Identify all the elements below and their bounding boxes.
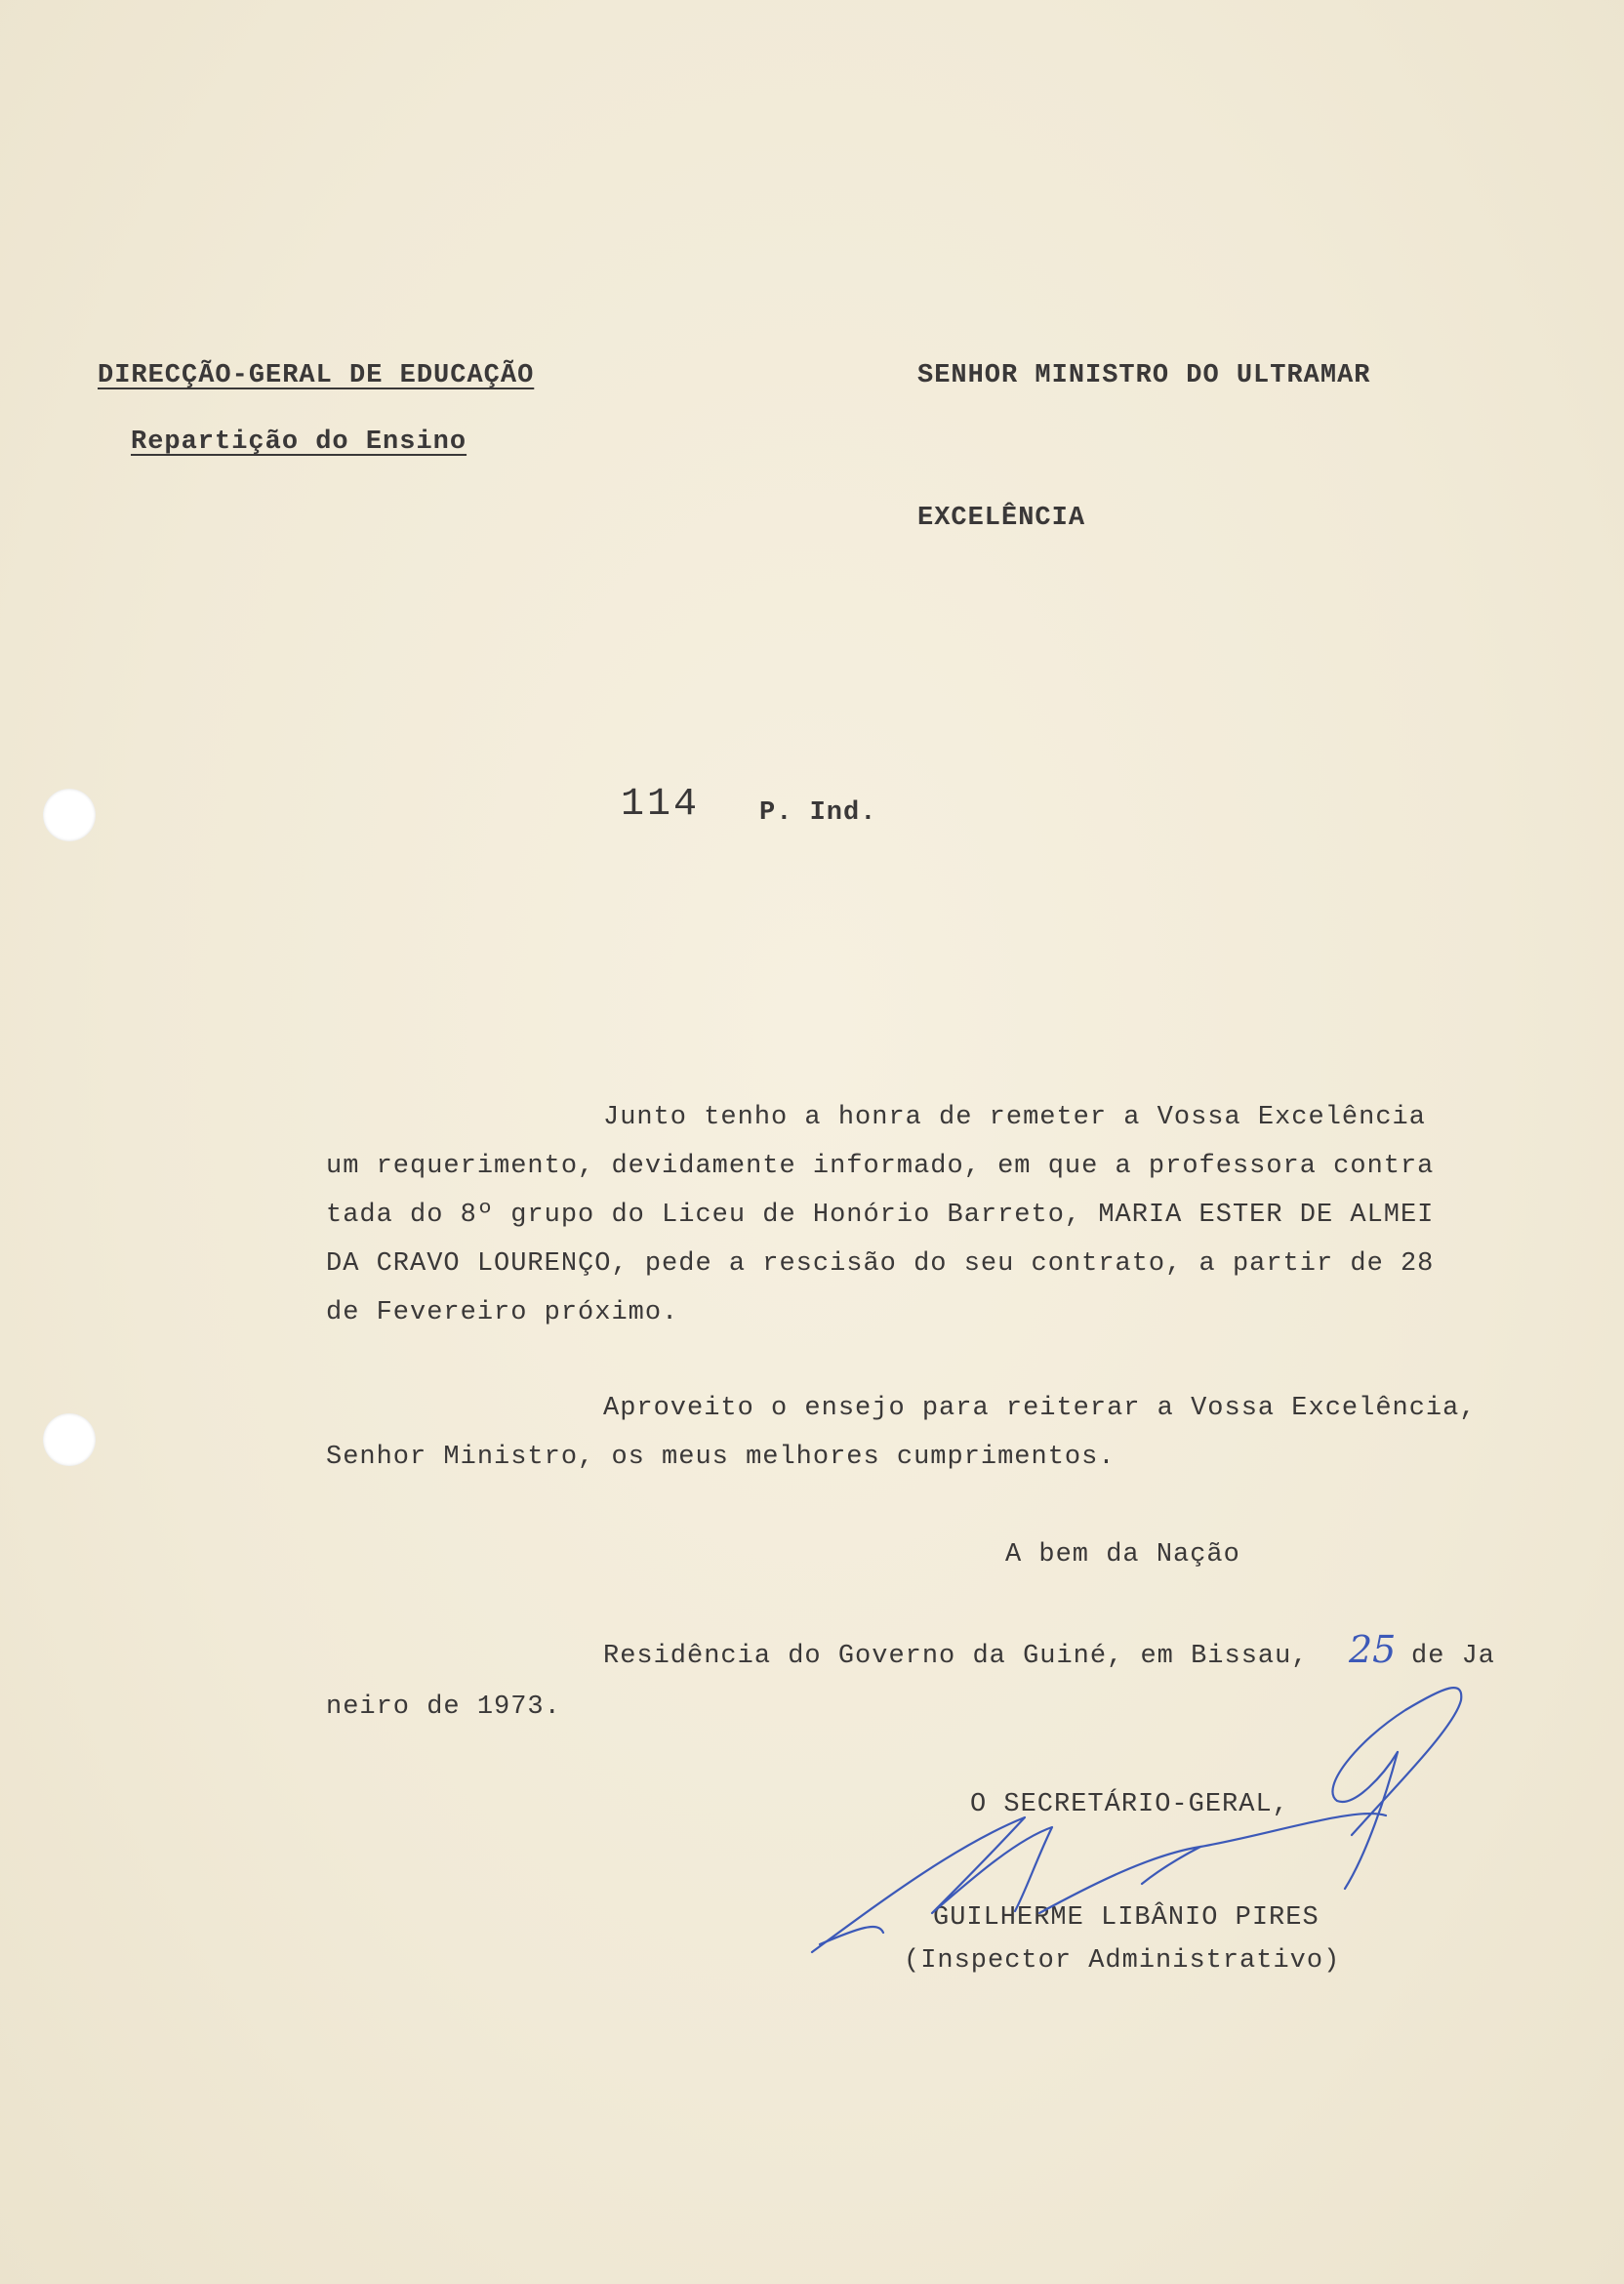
closing-phrase: A bem da Nação <box>1005 1540 1240 1570</box>
handwritten-day: 25 <box>1349 1628 1397 1671</box>
department-heading: DIRECÇÃO-GERAL DE EDUCAÇÃO <box>98 361 535 390</box>
section-heading: Repartição do Ensino <box>131 428 467 457</box>
signatory-name: GUILHERME LIBÂNIO PIRES <box>933 1903 1320 1933</box>
body-line: de Fevereiro próximo. <box>326 1298 679 1327</box>
salutation: EXCELÊNCIA <box>917 504 1086 533</box>
place-date-line: neiro de 1973. <box>326 1693 561 1722</box>
body-line: DA CRAVO LOURENÇO, pede a rescisão do seu contrato, a partir de 28 <box>326 1249 1435 1279</box>
body-line: Junto tenho a honra de remeter a Vossa Excelência <box>603 1103 1426 1132</box>
reference-suffix: P. Ind. <box>759 798 877 828</box>
reference-number: 114 <box>621 783 701 827</box>
place-date-line-end: de Ja <box>1411 1642 1496 1671</box>
body-line: Senhor Ministro, os meus melhores cumprimentos. <box>326 1443 1116 1472</box>
place-date-line: Residência do Governo da Guiné, em Bissau, <box>603 1642 1309 1671</box>
recipient-heading: SENHOR MINISTRO DO ULTRAMAR <box>917 361 1371 390</box>
body-line: um requerimento, devidamente informado, em que a professora contra <box>326 1152 1435 1181</box>
body-line: Aproveito o ensejo para reiterar a Vossa Excelência, <box>603 1394 1477 1423</box>
body-line: tada do 8º grupo do Liceu de Honório Barreto, MARIA ESTER DE ALMEI <box>326 1201 1435 1230</box>
signatory-role: (Inspector Administrativo) <box>904 1946 1341 1976</box>
signatory-title: O SECRETÁRIO-GERAL, <box>970 1790 1289 1819</box>
